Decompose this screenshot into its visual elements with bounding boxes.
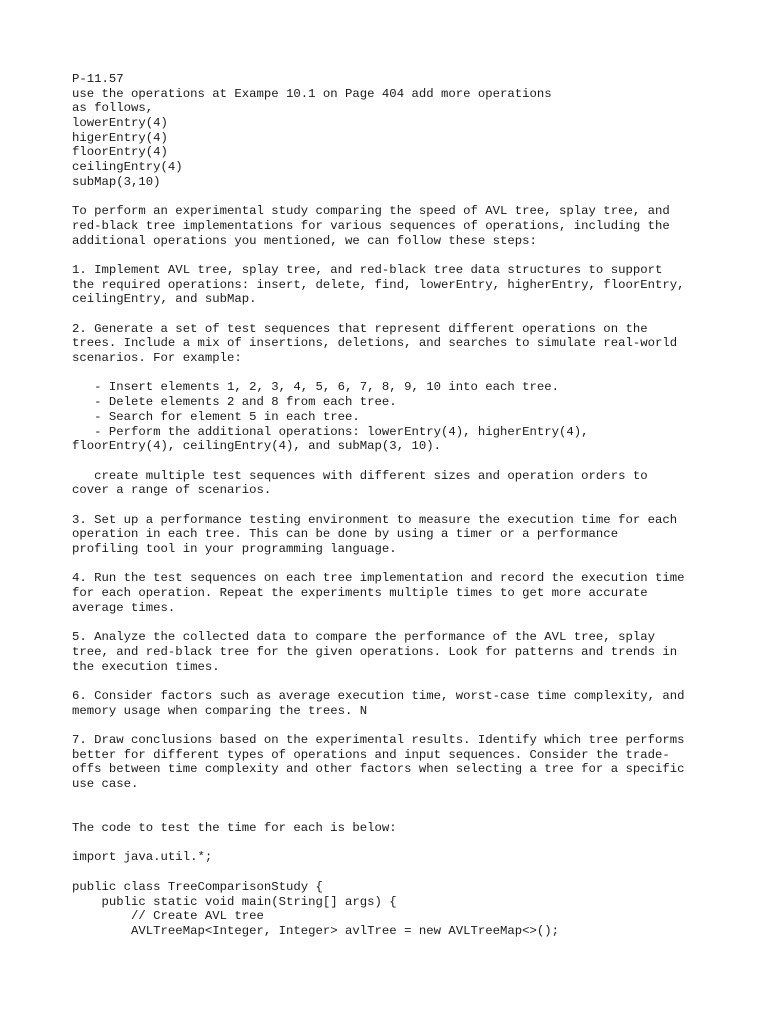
text-line: ceilingEntry, and subMap. xyxy=(72,292,257,307)
text-line: 7. Draw conclusions based on the experimental results. Identify which tree performs xyxy=(72,732,685,747)
text-line: P-11.57 xyxy=(72,72,124,86)
text-line: floorEntry(4), ceilingEntry(4), and subMap(3, 10). xyxy=(72,439,441,454)
text-line: 1. Implement AVL tree, splay tree, and red-black tree data structures to support xyxy=(72,262,663,277)
blank-line xyxy=(72,498,712,513)
code-line: public class TreeComparisonStudy { xyxy=(72,879,323,894)
list-item: - Perform the additional operations: lowerEntry(4), higherEntry(4), xyxy=(72,424,589,439)
blank-line xyxy=(72,674,712,689)
text-line: 5. Analyze the collected data to compare the performance of the AVL tree, splay xyxy=(72,630,655,645)
blank-line xyxy=(72,806,712,821)
text-line: better for different types of operations and input sequences. Consider the trade- xyxy=(72,747,670,762)
text-line: operation in each tree. This can be done by using a timer or a performance xyxy=(72,527,619,542)
text-line: lowerEntry(4) xyxy=(72,116,168,131)
text-line: trees. Include a mix of insertions, deletions, and searches to simulate real-world xyxy=(72,336,678,351)
text-line: as follows, xyxy=(72,101,154,116)
text-line: red-black tree implementations for various sequences of operations, including the xyxy=(72,218,670,233)
code-line: // Create AVL tree xyxy=(72,909,264,924)
document-body xyxy=(72,72,712,939)
text-line: additional operations you mentioned, we can follow these steps: xyxy=(72,233,537,248)
blank-line xyxy=(72,792,712,807)
text-line: higerEntry(4) xyxy=(72,130,168,145)
text-line: ceilingEntry(4) xyxy=(72,160,183,175)
code-line: public static void main(String[] args) { xyxy=(72,894,397,909)
text-line: use case. xyxy=(72,777,139,791)
blank-line xyxy=(72,615,712,630)
blank-line xyxy=(72,557,712,572)
text-line: offs between time complexity and other factors when selecting a tree for a specific xyxy=(72,762,685,777)
text-line: 4. Run the test sequences on each tree implementation and record the execution time xyxy=(72,571,685,586)
list-item: - Search for element 5 in each tree. xyxy=(72,409,360,424)
text-line: profiling tool in your programming language. xyxy=(72,542,397,556)
blank-line xyxy=(72,248,712,263)
code-line: AVLTreeMap<Integer, Integer> avlTree = new AVLTreeMap<>(); xyxy=(72,923,560,938)
text-line: cover a range of scenarios. xyxy=(72,483,272,498)
text-line: The code to test the time for each is below: xyxy=(72,821,397,836)
text-line: scenarios. For example: xyxy=(72,351,242,366)
text-line: create multiple test sequences with different sizes and operation orders to xyxy=(72,468,648,483)
list-item: - Insert elements 1, 2, 3, 4, 5, 6, 7, 8, 9, 10 into each tree. xyxy=(72,380,560,395)
blank-line xyxy=(72,190,712,205)
blank-line xyxy=(72,836,712,851)
blank-line xyxy=(72,366,712,381)
text-line: the required operations: insert, delete, find, lowerEntry, higherEntry, floorEntry, xyxy=(72,277,685,292)
blank-line xyxy=(72,718,712,733)
blank-line xyxy=(72,307,712,322)
text-line: memory usage when comparing the trees. N xyxy=(72,703,368,718)
text-line: tree, and red-black tree for the given operations. Look for patterns and trends in xyxy=(72,644,678,659)
blank-line xyxy=(72,865,712,880)
blank-line xyxy=(72,454,712,469)
list-item: - Delete elements 2 and 8 from each tree. xyxy=(72,395,397,410)
text-line: 6. Consider factors such as average execution time, worst-case time complexity, and xyxy=(72,688,685,703)
text-line: the execution times. xyxy=(72,659,220,674)
text-line: 3. Set up a performance testing environment to measure the execution time for each xyxy=(72,512,678,527)
text-line: 2. Generate a set of test sequences that represent different operations on the xyxy=(72,321,648,336)
text-line: To perform an experimental study comparing the speed of AVL tree, splay tree, and xyxy=(72,204,670,219)
text-line: subMap(3,10) xyxy=(72,174,161,189)
text-line: average times. xyxy=(72,600,176,615)
text-line: floorEntry(4) xyxy=(72,145,168,160)
text-line: use the operations at Exampe 10.1 on Page 404 add more operations xyxy=(72,86,552,101)
code-line: import java.util.*; xyxy=(72,850,213,865)
text-line: for each operation. Repeat the experiments multiple times to get more accurate xyxy=(72,586,648,601)
